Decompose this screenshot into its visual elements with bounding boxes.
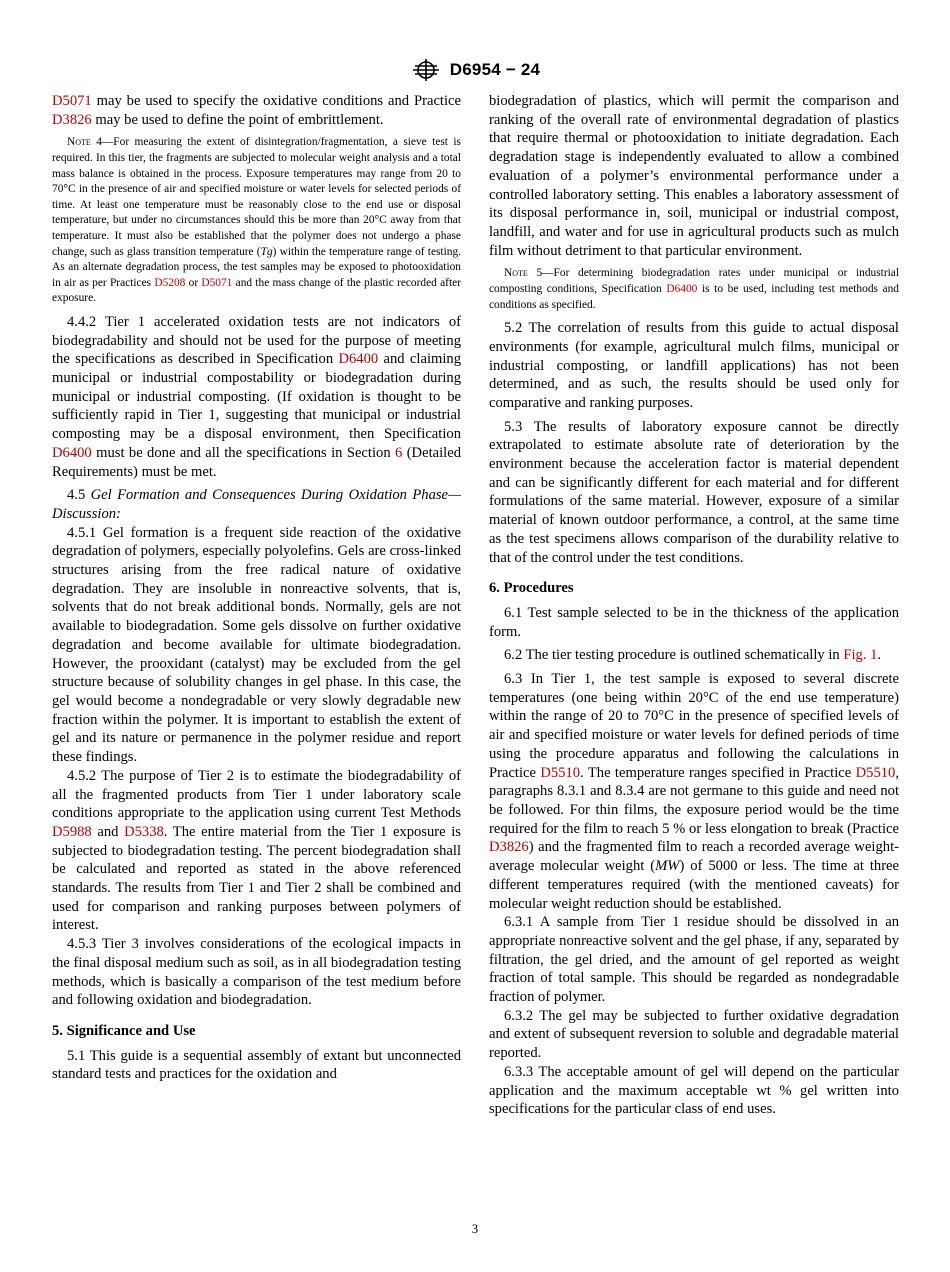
paragraph-5-1-cont: biodegradation of plastics, which will permit the comparison and ranking of the overall rate of environmental degradation of plastics that require thermal or photooxidation to initiate degradation. Each degradation stage is independently evaluated to allow a combined evaluation of a polymer’s environmental performance under a controlled laboratory setting. This enables a laboratory assessment of its disposal performance in, soil, municipal or industrial compost, landfill, and water and for use in agricultural products such as mulch film without detriment to that particular environment. <box>489 93 899 259</box>
ref-d5208[interactable]: D5208 <box>154 276 186 289</box>
paragraph-4-4-2: 4.4.2 Tier 1 accelerated oxidation tests are not indicators of biodegradability and should not be used for the purpose of meeting the specifications as described in Specification D6400 and claiming municipal or industrial compostability or biodegradation during municipal or industrial composting. (If oxidation is thought to be sufficiently rapid in Tier 1, suggesting that municipal or industrial composting may be a disposal environment, then Specification D6400 must be done and all the specifications in Section 6 (Detailed Requirements) must be met. <box>52 313 461 480</box>
left-column <box>52 92 461 1084</box>
paragraph-6-2: 6.2 The tier testing procedure is outlined schematically in Fig. 1. <box>504 647 882 664</box>
paragraph-5-3: 5.3 The results of laboratory exposure cannot be directly extrapolated to estimate absolute rate of deterioration by the environment because the acceleration factor is material dependent and can be significantly different for each material and for different formulations of the same material. However, exposure of a similar material of known outdoor performance, a control, at the same time as the test specimens allows comparison of the durability relative to that of the control under the test conditions. <box>489 418 899 566</box>
ref-d5071[interactable]: D5071 <box>52 93 92 109</box>
astm-logo-icon <box>410 58 442 82</box>
ref-fig-1[interactable]: Fig. 1 <box>843 647 878 664</box>
paragraph-6-1: 6.1 Test sample selected to be in the thickness of the application form. <box>489 604 899 640</box>
paragraph-4-5: 4.5 Gel Formation and Consequences During Oxidation Phase—Discussion: <box>52 487 462 522</box>
ref-d3826[interactable]: D3826 <box>489 839 529 856</box>
ref-d5510[interactable]: D5510 <box>855 764 896 781</box>
paragraph-5-2: 5.2 The correlation of results from this guide to actual disposal environments (for example, agricultural mulch films, municipal or industrial composting, or landfill applications) has not been determined, and as such, the results should be used only for comparative and ranking purposes. <box>489 320 899 411</box>
designation: D6954 − 24 <box>449 60 541 79</box>
right-column <box>489 92 899 1119</box>
ref-section-6[interactable]: 6 <box>395 444 403 461</box>
paragraph-6-3-3: 6.3.3 The acceptable amount of gel will depend on the particular application and the maximum acceptable wt % gel written into specifications for the particular class of end uses. <box>489 1063 899 1118</box>
paragraph-6-3: 6.3 In Tier 1, the test sample is exposed to several discrete temperatures (one being within 20°C of the end use temperature) within the range of 20 to 70°C in the presence of specified levels of air and specified moisture or water levels for defined periods of time using the procedure apparatus and following the calculations in Practice D5510. The temperature ranges specified in Practice D5510, paragraphs 8.3.1 and 8.3.4 are not germane to this guide and need not be followed. For thin films, the exposure period would be the time required for the film to reach 5 % or less elongation to break (Practice D3826) and the fragmented film to reach a recorded average weight-average molecular weight (MW) of 5000 or less. The time at three different temperatures required (with the mentioned caveats) for molecular weight reduction should be established. <box>489 671 900 912</box>
paragraph-4-5-3: 4.5.3 Tier 3 involves considerations of the ecological impacts in the final disposal medium such as soil, as in all biodegradation testing methods, which is basically a comparison of the test medium before and following oxidation and biodegradation. <box>52 936 461 1009</box>
paragraph-4-4-1-cont: D5071 may be used to specify the oxidative conditions and Practice D3826 may be used to define the point of embrittlement. <box>52 93 461 128</box>
ref-d5338[interactable]: D5338 <box>124 823 164 840</box>
ref-d6400[interactable]: D6400 <box>338 351 379 368</box>
page-number: 3 <box>471 1222 479 1236</box>
ref-d5510[interactable]: D5510 <box>540 764 581 781</box>
paragraph-5-1: 5.1 This guide is a sequential assembly of extant but unconnected standard tests and practices for the oxidation and <box>52 1047 461 1083</box>
ref-d3826[interactable]: D3826 <box>52 111 92 128</box>
ref-d6400[interactable]: D6400 <box>666 282 698 295</box>
note-5: Note 5—For determining biodegradation rates under municipal or industrial composting conditions, Specification D6400 is to be used, including test methods and conditions as specified. <box>489 267 899 311</box>
paragraph-6-3-1: 6.3.1 A sample from Tier 1 residue should be dissolved in an appropriate nonreactive solvent and the gel phase, if any, separated by filtration, the gel dried, and the amount of gel reported as weight fraction of total sample. This should be regarded as nondegradable fraction of polymer. <box>489 914 899 1006</box>
ref-d5071[interactable]: D5071 <box>201 276 233 289</box>
section-6-heading: 6. Procedures <box>489 580 574 597</box>
section-5-heading: 5. Significance and Use <box>52 1022 196 1039</box>
note-4: Note 4—For measuring the extent of disintegration/fragmentation, a sieve test is required. In this tier, the fragments are subjected to molecular weight analysis and a total mass balance is obtained in the process. Exposure temperatures may range from 20 to 70°C in the presence of air and specified moisture or water levels for selected periods of time. At least one temperature must be reasonably close to the end use or disposal temperature, but under no circumstances should this be more than 20°C away from that temperature. It must also be established that the polymer does not undergo a phase change, such as glass transition temperature (Tg) within the temperature range of testing. As an alternate degradation process, the test samples may be exposed to photooxidation in air as per Practices D5208 or D5071 and the mass change of the plastic recorded after exposure. <box>52 136 461 305</box>
paragraph-4-5-1: 4.5.1 Gel formation is a frequent side reaction of the oxidative degradation of polymers, especially polyolefins. Gels are cross-linked structures arising from the free radical nature of oxidative degradation. They are insoluble in nonreactive solvents, that is, solvents that do not break additional bonds. Normally, gels are not available to biodegradation. Some gels dissolve on further oxidative degradation and become available for ultimate biodegradation. However, the prooxidant (catalyst) may be excluded from the gel structure because of solubility changes in gel phase. In this case, the gel would become a nondegradable or very slowly degradable new fraction within the polymer. It is important to establish the extent of gel and its nature or permanence in the polymer residue and report these findings. <box>52 524 461 766</box>
ref-d5988[interactable]: D5988 <box>52 823 92 840</box>
paragraph-4-5-2: 4.5.2 The purpose of Tier 2 is to estimate the biodegradability of all the fragmented products from Tier 1 under laboratory scale conditions appropriate to the application using current Test Methods D5988 and D5338. The entire material from the Tier 1 exposure is subjected to biodegradation testing. The percent biodegradation shall be calculated and reported as stated in the above referenced standards. The results from Tier 1 and Tier 2 shall be combined and used for comparison and ranking purposes between polymers of interest. <box>52 767 461 934</box>
paragraph-6-3-2: 6.3.2 The gel may be subjected to further oxidative degradation and extent of subsequent reversion to soluble and degradable material reported. <box>489 1007 899 1062</box>
page-header <box>0 56 950 84</box>
ref-d6400[interactable]: D6400 <box>52 444 92 461</box>
